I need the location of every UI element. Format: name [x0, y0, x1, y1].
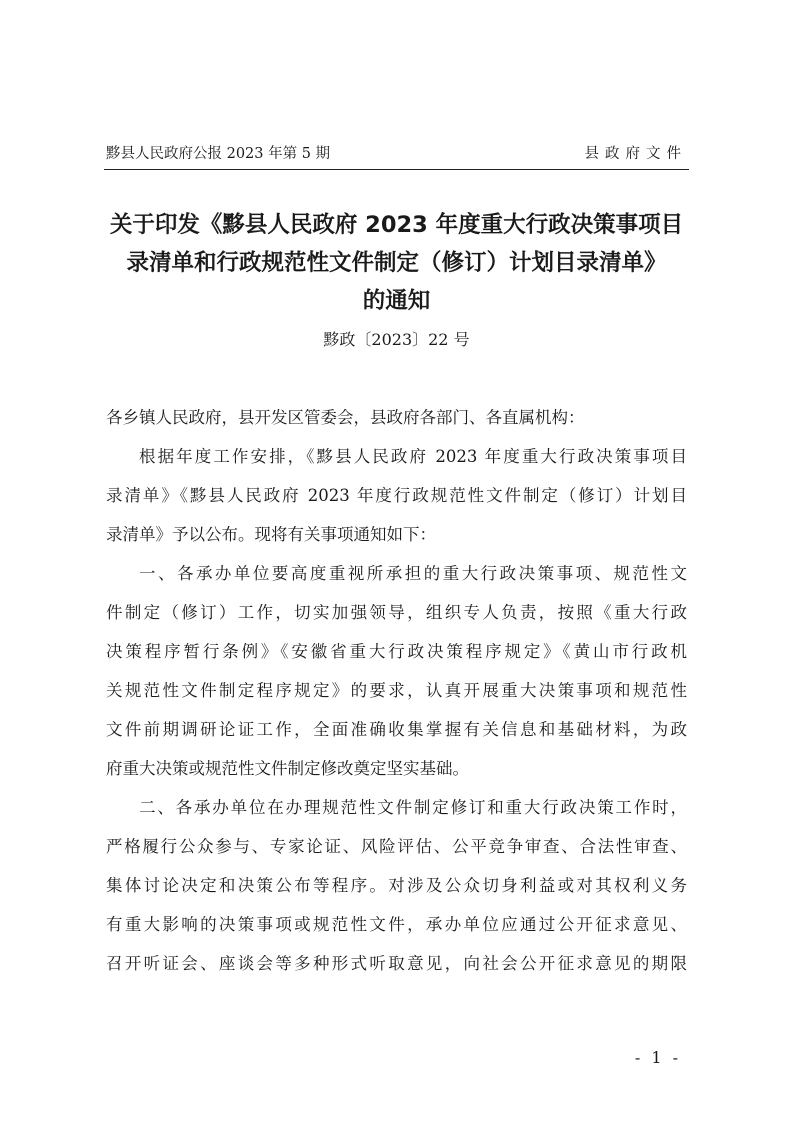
bulletin-issue: 黟县人民政府公报 2023 年第 5 期 [106, 146, 331, 162]
body-line: 严格履行公众参与、专家论证、风险评估、公平竞争审查、合法性审查、 [106, 837, 687, 856]
body-line: 一、各承办单位要高度重视所承担的重大行政决策事项、规范性文 [139, 564, 687, 583]
document-number: 黟政〔2023〕22 号 [323, 330, 470, 349]
title-line-1: 关于印发《黟县人民政府 2023 年度重大行政决策事项目 [109, 212, 684, 238]
salutation: 各乡镇人民政府，县开发区管委会，县政府各部门、各直属机构： [106, 408, 585, 427]
body-line: 根据年度工作安排，《黟县人民政府 2023 年度重大行政决策事项目 [139, 447, 687, 466]
body-line: 有重大影响的决策事项或规范性文件，承办单位应通过公开征求意见、 [106, 915, 687, 934]
document-category: 县政府文件 [584, 146, 687, 162]
body-line: 二、各承办单位在办理规范性文件制定修订和重大行政决策工作时， [139, 798, 687, 817]
body-line: 文件前期调研论证工作，全面准确收集掌握有关信息和基础材料，为政 [106, 720, 687, 739]
body-line: 录清单》予以公布。现将有关事项通知如下： [106, 525, 436, 544]
header-divider [104, 169, 689, 170]
body-line: 决策程序暂行条例》《安徽省重大行政决策程序规定》《黄山市行政机 [106, 642, 687, 661]
body-line: 录清单》《黟县人民政府 2023 年度行政规范性文件制定（修订）计划目 [106, 486, 687, 505]
document-title [100, 206, 693, 320]
title-line-3: 的通知 [362, 288, 431, 314]
title-line-2: 录清单和行政规范性文件制定（修订）计划目录清单》 [126, 250, 667, 276]
body-line: 府重大决策或规范性文件制定修改奠定坚实基础。 [106, 759, 469, 778]
body-line: 集体讨论决定和决策公布等程序。对涉及公众切身利益或对其权利义务 [106, 876, 687, 895]
body-line: 件制定（修订）工作，切实加强领导，组织专人负责，按照《重大行政 [106, 603, 687, 622]
document-body [106, 398, 687, 983]
page-header [106, 142, 687, 168]
page-number: - 1 - [634, 1048, 681, 1067]
body-line: 召开听证会、座谈会等多种形式听取意见，向社会公开征求意见的期限 [106, 954, 687, 973]
body-line: 关规范性文件制定程序规定》的要求，认真开展重大决策事项和规范性 [106, 681, 687, 700]
